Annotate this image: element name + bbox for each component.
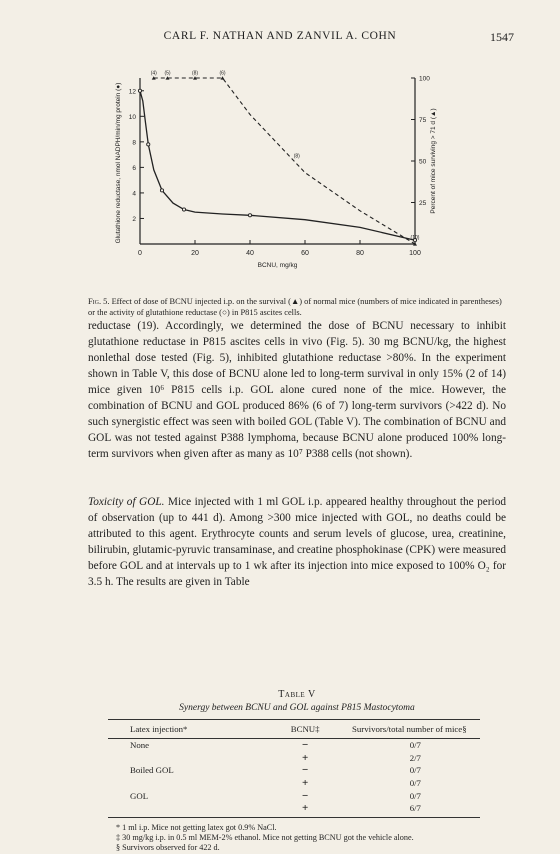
reductase-data-point [138, 89, 141, 92]
x-tick-label: 100 [409, 250, 421, 257]
table-row [108, 764, 480, 777]
y-right-tick-label: 75 [419, 117, 427, 124]
table-cell: Boiled GOL [130, 765, 174, 776]
paragraph-text: Mice injected with 1 ml GOL i.p. appeared healthy throughout the period of observation (up to 441 d). Among >300 mice injected with GOL, no deaths could be attributed to this agent. Erythrocyte counts and serum levels of glucose, urea, creatinine, bilirubin, glutamic-pyruvic transaminase, and creatine phosphokinase (CPK) were measured before GOL and at intervals up to 1 wk after its injection into mice exposed to 100% O₂ for 3.5 h. The results are given in Table [88, 496, 506, 588]
table-cell: 0/7 [409, 765, 421, 776]
point-count-label: (4) [150, 70, 157, 77]
body-paragraph-1: reductase (19). Accordingly, we determined the dose of BCNU necessary to inhibit glutathione reductase in P815 ascites cells in vivo (Fig. 5). 30 mg BCNU/kg, the highest nonlethal dose tested (Fig. 5), inhibited glutathione reductase >80%. In the experiment shown in Table V, this dose of BCNU alone led to long-term survival in only 15% (2 of 14) mice given 10⁶ P815 cells i.p. GOL alone cured none of the mice. However, the combination of BCNU and GOL produced 86% (6 of 7) long-term survivors (>422 d). No such synergistic effect was seen with boiled GOL (Table V). The combination of BCNU and GOL was not tested against P388 lymphoma, because BCNU alone produced 100% long-term survivors when given after as many as 10⁷ P388 cells (not shown). [88, 320, 506, 460]
column-header-survivors: Survivors/total number of mice§ [339, 720, 480, 739]
footnote: § Survivors observed for 422 d. [116, 843, 220, 853]
table-row [108, 777, 480, 790]
table-title: Table V [278, 689, 316, 700]
figure-caption-text: Effect of dose of BCNU injected i.p. on the survival (▲) of normal mice (numbers of mice indicated in parentheses) or the activity of glutathione reductase (○) in P815 ascites cells. [88, 297, 502, 317]
page-number: 1547 [490, 30, 514, 44]
table-cell: 0/7 [409, 778, 421, 789]
table-row [108, 802, 480, 817]
y-left-tick-label: 12 [128, 88, 136, 96]
y-left-tick-label: 10 [128, 113, 136, 121]
table-cell: − [302, 764, 309, 777]
survival-curve [154, 78, 415, 244]
column-header-bcnu: BCNU‡ [272, 720, 339, 739]
x-tick-label: 20 [191, 250, 199, 257]
table-cell [108, 802, 272, 817]
body-paragraph-2 [88, 494, 506, 590]
table-footnotes [116, 823, 486, 854]
figure-caption-label: Fig. 5. [88, 297, 110, 306]
point-count-label: (6) [219, 70, 226, 77]
x-tick-label: 0 [138, 250, 142, 257]
footnote: * 1 ml i.p. Mice not getting latex got 0.9% NaCl. [116, 823, 277, 832]
table-cell: GOL [130, 790, 149, 801]
reductase-data-point [248, 214, 251, 217]
x-tick-label: 80 [356, 250, 364, 257]
table-cell [108, 752, 272, 765]
paragraph-heading: Toxicity of GOL. [88, 496, 165, 508]
survival-data-point [221, 76, 225, 79]
table-cell: − [302, 739, 309, 752]
reductase-data-point [182, 208, 185, 211]
x-tick-label: 40 [246, 250, 254, 257]
footnote: ‡ 30 mg/kg i.p. in 0.5 ml MEM-2% ethanol. Mice not getting BCNU got the vehicle alone. [116, 833, 414, 843]
table-cell [108, 777, 272, 790]
table-cell: − [302, 789, 309, 802]
table-cell: + [302, 751, 309, 764]
y-left-tick-label: 4 [132, 190, 136, 198]
point-count-label: (10) [410, 235, 420, 242]
table-cell: None [130, 740, 150, 751]
column-header-latex: Latex injection* [108, 720, 272, 739]
y-right-tick-label: 100 [419, 75, 430, 83]
synergy-table [108, 719, 480, 818]
y-left-tick-label: 8 [132, 139, 136, 147]
y-right-axis-label: Percent of mice surviving > 71 d (▲) [430, 108, 437, 214]
table-cell: 0/7 [409, 740, 421, 751]
table-header-row [108, 720, 480, 739]
point-count-label: (5) [164, 70, 171, 77]
reductase-data-point [160, 189, 163, 192]
y-left-tick-label: 2 [132, 215, 136, 223]
y-left-axis-label: Glutathione reductase, nmol NADPH/min/mg protein (●) [115, 82, 122, 244]
bcnu-dose-chart [88, 62, 448, 290]
running-header-authors: CARL F. NATHAN AND ZANVIL A. COHN [163, 30, 397, 42]
reductase-data-point [147, 143, 150, 146]
table-cell: + [302, 777, 309, 790]
table-cell: + [272, 802, 339, 817]
figure-5 [88, 62, 448, 295]
y-right-tick-label: 50 [419, 158, 427, 166]
x-tick-label: 60 [301, 250, 309, 257]
table-cell: 0/7 [409, 790, 421, 801]
table-cell: 2/7 [409, 752, 421, 763]
table-subtitle: Synergy between BCNU and GOL against P815 Mastocytoma [179, 703, 415, 713]
point-count-label: (8) [191, 70, 199, 77]
table-row [108, 752, 480, 765]
point-count-label: (8) [293, 153, 300, 160]
figure-caption [88, 296, 508, 318]
table-row [108, 789, 480, 802]
glutathione-reductase-curve [140, 91, 415, 240]
table-row [108, 739, 480, 752]
y-right-tick-label: 25 [419, 200, 427, 207]
x-axis-label: BCNU, mg/kg [257, 262, 298, 269]
y-left-tick-label: 6 [132, 164, 136, 172]
table-cell: 6/7 [339, 802, 480, 817]
